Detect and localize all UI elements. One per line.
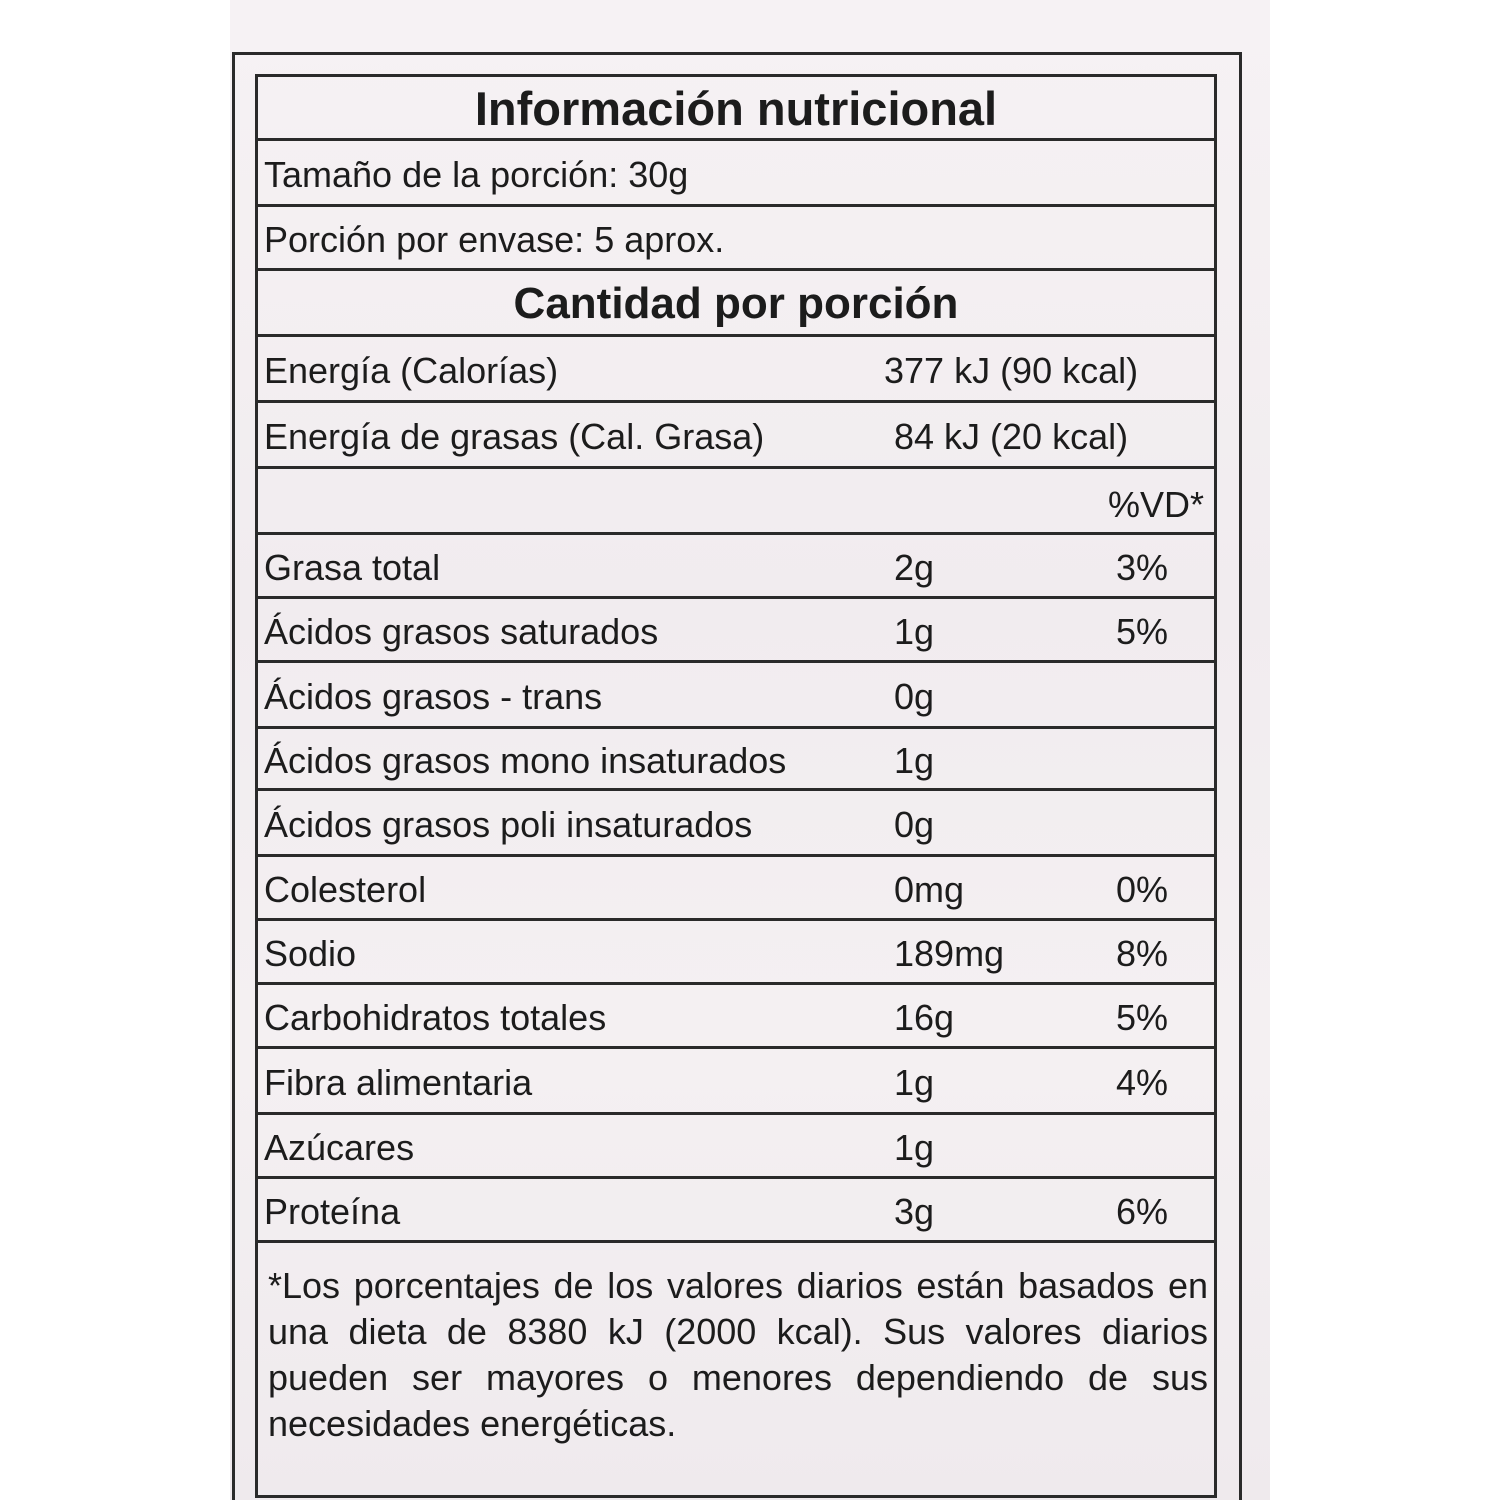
nutrient-row [258,921,1214,985]
nutrient-dv: 0% [1115,869,1168,910]
nutrient-dv: 4% [1115,1062,1168,1103]
nutrient-name: Azúcares [264,1127,415,1168]
amount-per-serving-heading: Cantidad por porción [258,271,1214,337]
nutrient-row [258,663,1214,729]
nutrient-amount: 2g [894,547,935,588]
nutrient-dv: 8% [1115,933,1168,974]
nutrient-row [258,729,1214,791]
nutrient-name: Ácidos grasos poli insaturados [264,804,753,845]
nutrient-name: Proteína [264,1191,401,1232]
nutrient-amount: 189mg [894,933,1005,974]
energy-name: Energía (Calorías) [264,350,559,391]
nutrient-amount: 0g [894,676,935,717]
energy-row [258,337,1214,403]
energy-value: 377 kJ (90 kcal) [884,350,1139,391]
nutrient-amount: 0g [894,804,935,845]
nutrient-amount: 3g [894,1191,935,1232]
nutrient-name: Sodio [264,933,357,974]
nutrient-name: Ácidos grasos saturados [264,611,659,652]
nutrient-dv: 5% [1115,611,1168,652]
nutrient-amount: 0mg [894,869,965,910]
nutrient-name: Ácidos grasos mono insaturados [264,740,787,781]
daily-value-footnote: *Los porcentajes de los valores diarios están basados en una dieta de 8380 kJ (2000 kcal). Sus valores diarios pueden ser mayores o menores dependiendo de sus necesidades energéticas. [268,1265,1208,1444]
fat-energy-value: 84 kJ (20 kcal) [894,416,1129,457]
nutrient-name: Ácidos grasos - trans [264,676,603,717]
serving-size: Tamaño de la porción: 30g [258,141,1214,207]
nutrient-row [258,1179,1214,1243]
nutrient-amount: 1g [894,1127,935,1168]
nutrient-dv: 3% [1115,547,1168,588]
nutrient-row [258,857,1214,921]
nutrient-row [258,985,1214,1049]
label-title: Información nutricional [258,77,1214,141]
dv-header: %VD* [1107,484,1204,525]
nutrient-amount: 1g [894,611,935,652]
nutrient-amount: 16g [894,997,955,1038]
nutrient-amount: 1g [894,1062,935,1103]
nutrient-row [258,791,1214,857]
nutrient-dv: 5% [1115,997,1168,1038]
dv-header-row [258,469,1214,535]
servings-per-container: Porción por envase: 5 aprox. [258,207,1214,271]
nutrient-name: Carbohidratos totales [264,997,607,1038]
fat-energy-name: Energía de grasas (Cal. Grasa) [264,416,765,457]
nutrient-dv: 6% [1115,1191,1168,1232]
nutrient-name: Colesterol [264,869,427,910]
fat-energy-row [258,403,1214,469]
nutrient-row [258,535,1214,599]
nutrient-amount: 1g [894,740,935,781]
nutrient-row [258,1115,1214,1179]
nutrient-row [258,599,1214,663]
nutrient-row [258,1049,1214,1115]
nutrition-facts-table [255,74,1217,1498]
nutrient-name: Fibra alimentaria [264,1062,533,1103]
nutrient-name: Grasa total [264,547,441,588]
